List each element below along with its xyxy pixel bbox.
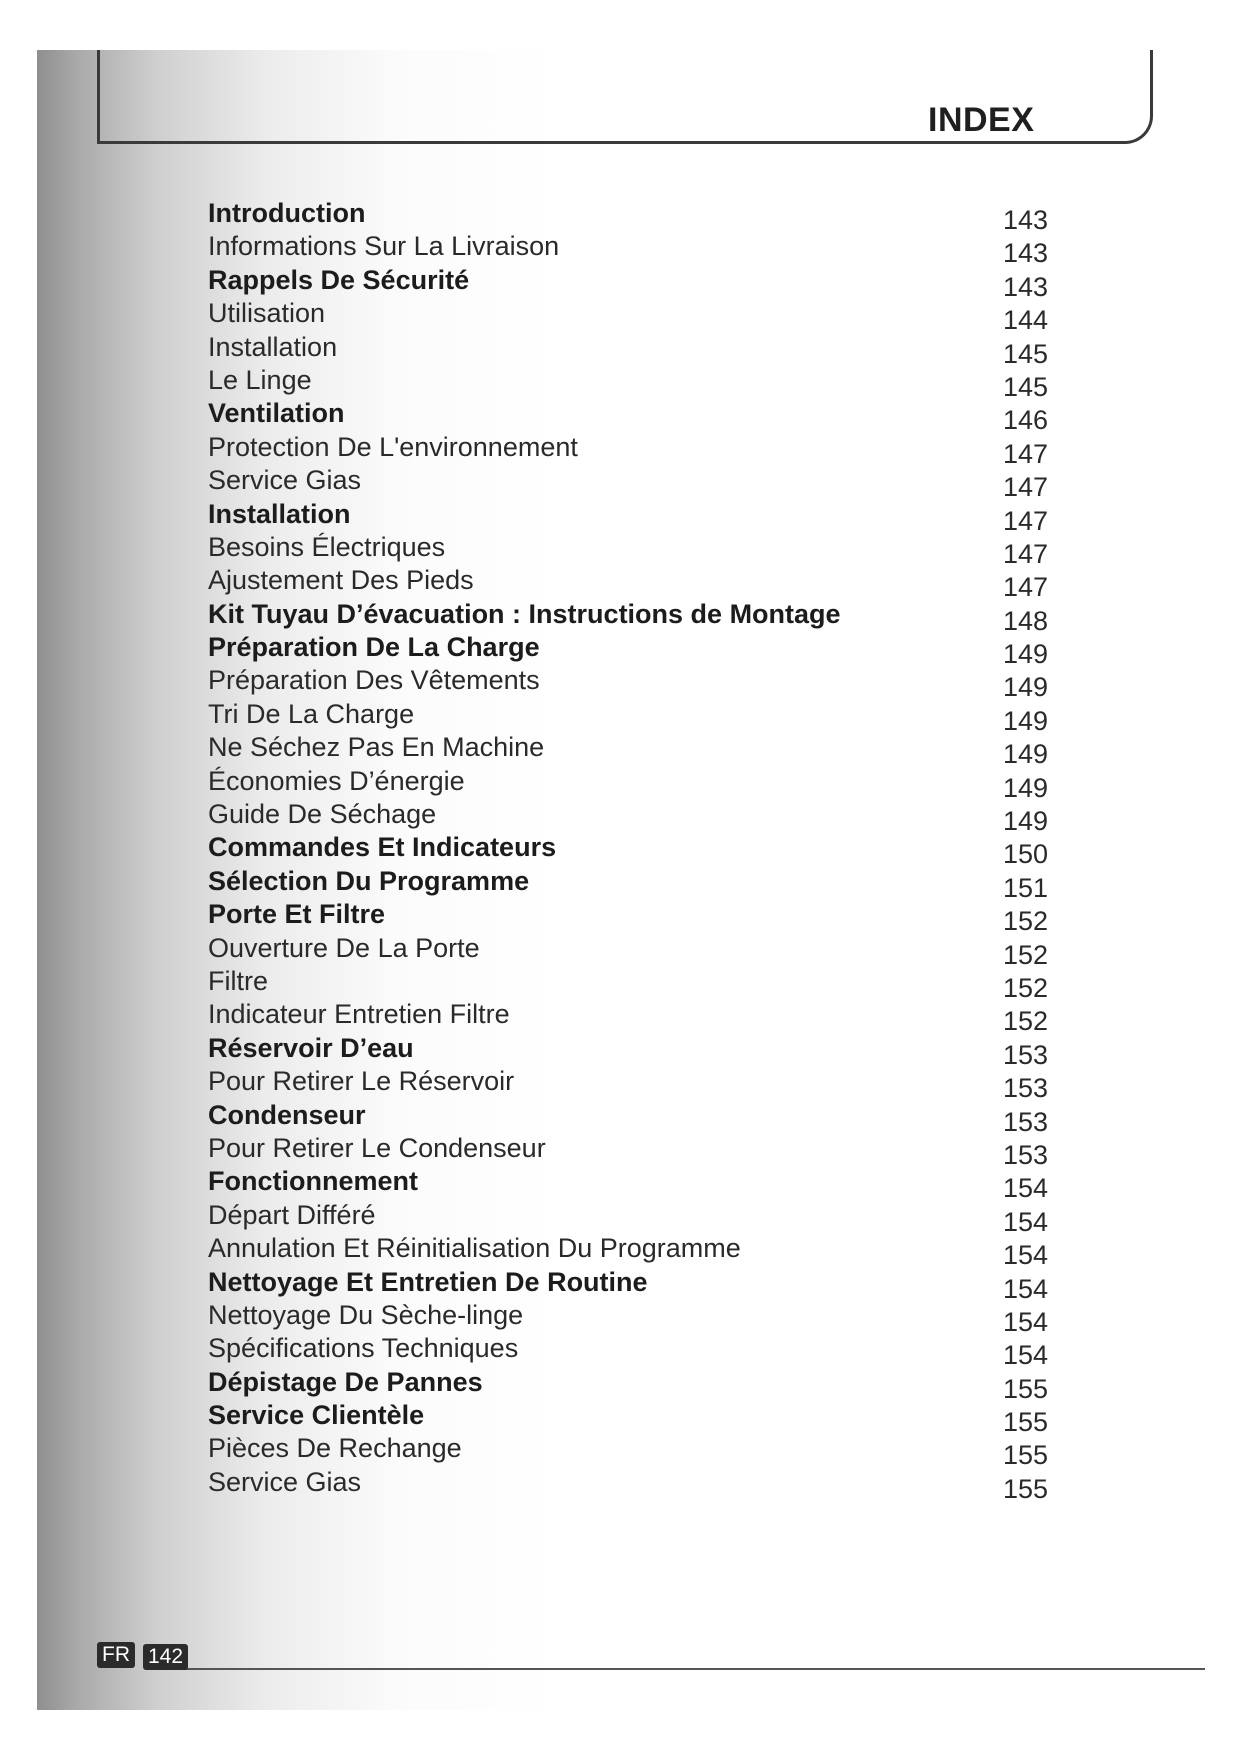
toc-section-label: Ventilation (208, 398, 345, 429)
toc-entry (208, 998, 1063, 1037)
toc-entry (208, 1032, 1063, 1070)
toc-section-label: Préparation De La Charge (208, 632, 540, 663)
toc-entry (208, 731, 1063, 770)
toc-page-number: 151 (1003, 872, 1049, 903)
toc-page-number: 154 (1003, 1240, 1049, 1271)
toc-subsection-label: Utilisation (208, 298, 326, 329)
toc-section-label: Kit Tuyau D’évacuation : Instructions de Montage (208, 598, 841, 629)
toc-page-number: 152 (1003, 939, 1049, 970)
toc-entry (208, 1332, 1063, 1371)
toc-entry (208, 264, 1063, 302)
toc-subsection-label: Ouverture De La Porte (208, 932, 480, 963)
toc-subsection-label: Annulation Et Réinitialisation Du Programme (208, 1233, 741, 1264)
toc-page-number: 143 (1003, 205, 1049, 235)
toc-page-number: 155 (1003, 1407, 1049, 1438)
toc-page-number: 154 (1003, 1273, 1049, 1304)
toc-page-number: 147 (1003, 438, 1049, 469)
toc-entry (208, 698, 1063, 736)
toc-page-number: 148 (1003, 605, 1049, 636)
toc-entry (208, 798, 1063, 837)
toc-entry (208, 965, 1063, 1003)
toc-entry (208, 932, 1063, 970)
toc-page-number: 154 (1003, 1340, 1049, 1371)
toc-entry (208, 1132, 1063, 1170)
language-badge: FR (97, 1642, 135, 1668)
toc-entry (208, 197, 1063, 235)
toc-page-number: 155 (1003, 1473, 1049, 1504)
toc-page-number: 147 (1003, 472, 1049, 503)
toc-subsection-label: Tri De La Charge (208, 698, 415, 729)
toc-page-number: 152 (1003, 1006, 1049, 1037)
toc-page-number: 150 (1003, 839, 1049, 870)
toc-page-number: 144 (1003, 305, 1049, 336)
toc-subsection-label: Besoins Électriques (208, 531, 446, 562)
toc-entry (208, 431, 1063, 469)
toc-entry (208, 1432, 1063, 1471)
toc-page-number: 154 (1003, 1206, 1049, 1237)
toc-page-number: 153 (1003, 1073, 1049, 1104)
toc-subsection-label: Économies D’énergie (208, 765, 465, 796)
toc-entry (208, 598, 1063, 636)
toc-subsection-label: Ne Séchez Pas En Machine (208, 732, 545, 763)
toc-section-label: Commandes Et Indicateurs (208, 832, 557, 863)
toc-entry (208, 531, 1063, 569)
toc-entry (208, 564, 1063, 603)
toc-subsection-label: Ajustement Des Pieds (208, 565, 474, 596)
toc-page-number: 143 (1003, 238, 1049, 269)
toc-subsection-label: Nettoyage Du Sèche-linge (208, 1299, 524, 1330)
toc-subsection-label: Pour Retirer Le Condenseur (208, 1132, 546, 1163)
toc-subsection-label: Préparation Des Vêtements (208, 665, 540, 696)
toc-entry (208, 1165, 1063, 1204)
toc-entry (208, 1266, 1063, 1304)
page-number-badge: 142 (143, 1644, 188, 1670)
table-of-contents (208, 197, 1063, 1504)
toc-entry (208, 765, 1063, 803)
toc-subsection-label: Service Gias (208, 465, 362, 496)
toc-entry (208, 297, 1063, 336)
toc-entry (208, 1099, 1063, 1137)
toc-page-number: 147 (1003, 505, 1049, 536)
toc-page-number: 154 (1003, 1306, 1049, 1337)
footer-divider (185, 1668, 1205, 1670)
toc-entry (208, 631, 1063, 670)
toc-page-number: 153 (1003, 1106, 1049, 1137)
toc-page-number: 153 (1003, 1039, 1049, 1070)
toc-page-number: 155 (1003, 1373, 1049, 1404)
toc-section-label: Rappels De Sécurité (208, 264, 470, 295)
toc-subsection-label: Service Gias (208, 1466, 362, 1497)
toc-entry (208, 331, 1063, 369)
toc-subsection-label: Protection De L'environnement (208, 431, 578, 462)
toc-entry (208, 865, 1063, 903)
toc-section-label: Condenseur (208, 1099, 366, 1130)
toc-page-number: 155 (1003, 1440, 1049, 1471)
toc-page-number: 145 (1003, 338, 1049, 369)
toc-entry (208, 1299, 1063, 1337)
toc-page-number: 147 (1003, 572, 1049, 603)
toc-subsection-label: Installation (208, 331, 338, 362)
toc-page-number: 146 (1003, 405, 1049, 436)
toc-entry (208, 1366, 1063, 1404)
toc-subsection-label: Spécifications Techniques (208, 1333, 519, 1364)
toc-page-number: 145 (1003, 371, 1049, 402)
toc-entry (208, 498, 1063, 536)
toc-page-number: 149 (1003, 806, 1049, 837)
toc-section-label: Réservoir D’eau (208, 1032, 414, 1063)
toc-entry (208, 397, 1063, 436)
toc-entry (208, 1232, 1063, 1271)
toc-subsection-label: Guide De Séchage (208, 799, 437, 830)
toc-entry (208, 464, 1063, 503)
toc-entry (208, 664, 1063, 703)
toc-subsection-label: Départ Différé (208, 1199, 376, 1230)
toc-page-number: 149 (1003, 705, 1049, 736)
toc-page-number: 149 (1003, 739, 1049, 770)
toc-subsection-label: Pièces De Rechange (208, 1433, 462, 1464)
toc-page-number: 149 (1003, 639, 1049, 670)
page-title: INDEX (928, 101, 1035, 139)
toc-section-label: Dépistage De Pannes (208, 1366, 483, 1397)
toc-page-number: 154 (1003, 1173, 1049, 1204)
toc-section-label: Nettoyage Et Entretien De Routine (208, 1266, 648, 1297)
toc-page-number: 153 (1003, 1139, 1049, 1170)
toc-subsection-label: Informations Sur La Livraison (208, 231, 560, 262)
toc-page-number: 149 (1003, 672, 1049, 703)
toc-section-label: Sélection Du Programme (208, 865, 530, 896)
toc-entry (208, 364, 1063, 402)
toc-page-number: 149 (1003, 772, 1049, 803)
toc-page-number: 143 (1003, 271, 1049, 302)
toc-subsection-label: Le Linge (208, 364, 312, 395)
toc-entry (208, 898, 1063, 937)
toc-page-number: 152 (1003, 972, 1049, 1003)
toc-section-label: Service Clientèle (208, 1400, 425, 1431)
toc-subsection-label: Indicateur Entretien Filtre (208, 999, 510, 1030)
toc-page-number: 152 (1003, 906, 1049, 937)
toc-section-label: Porte Et Filtre (208, 899, 386, 930)
toc-section-label: Introduction (208, 198, 366, 228)
toc-page-number: 147 (1003, 538, 1049, 569)
toc-section-label: Installation (208, 498, 351, 529)
toc-entry (208, 1199, 1063, 1237)
toc-entry (208, 230, 1063, 269)
toc-subsection-label: Pour Retirer Le Réservoir (208, 1066, 515, 1097)
toc-subsection-label: Filtre (208, 965, 268, 996)
toc-entry (208, 1466, 1063, 1504)
toc-section-label: Fonctionnement (208, 1166, 418, 1197)
toc-entry (208, 1065, 1063, 1104)
toc-entry (208, 1399, 1063, 1438)
toc-entry (208, 831, 1063, 870)
